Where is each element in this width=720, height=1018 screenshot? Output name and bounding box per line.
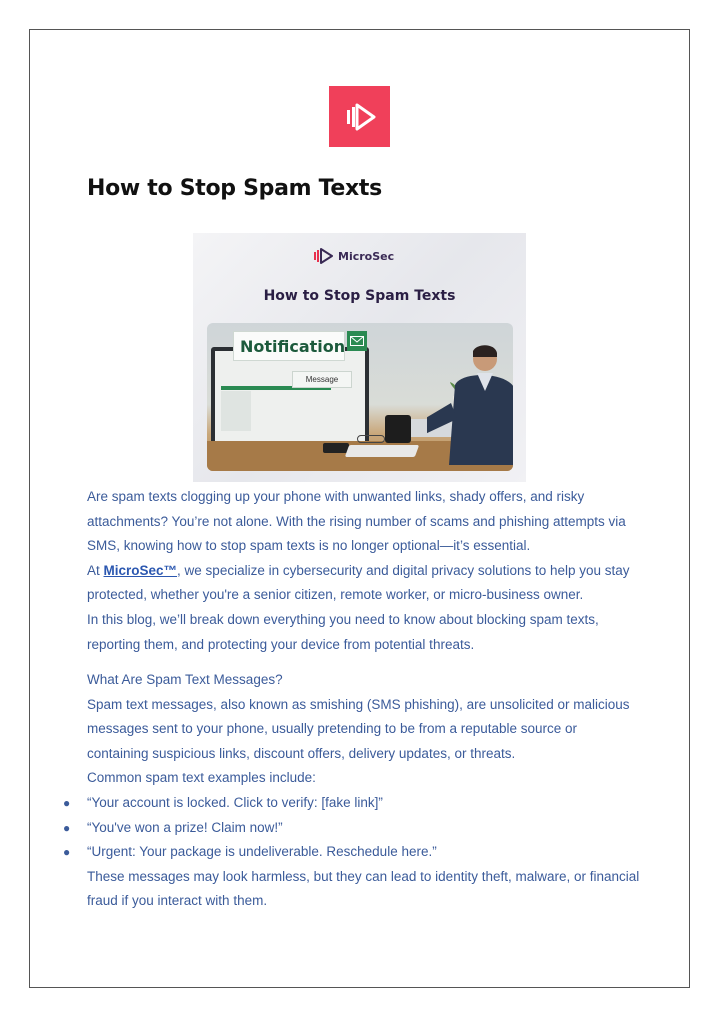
- play-logo-icon: [341, 98, 379, 136]
- intro-section: [87, 485, 642, 657]
- microsec-logo: [329, 86, 390, 147]
- intro-paragraph-1: Are spam texts clogging up your phone with unwanted links, shady offers, and risky attachments? You’re not alone. With the rising number of scams and phishing attempts via SMS, knowing how to stop spam texts is no longer optional—it’s essential.: [87, 489, 626, 554]
- list-item: [63, 840, 642, 865]
- spam-definition-section: [63, 668, 642, 914]
- intro-paragraph-3: In this blog, we’ll break down everything you need to know about blocking spam texts, reporting them, and protecting your device from potential threats.: [87, 611, 599, 652]
- bullet-icon: ●: [63, 795, 71, 810]
- examples-list: [63, 791, 642, 865]
- keyboard: [345, 445, 419, 457]
- monitor: [211, 347, 369, 455]
- notification-card: [233, 331, 345, 361]
- bullet-icon: ●: [63, 820, 71, 835]
- intro-paragraph-2: [87, 559, 642, 608]
- mug: [385, 415, 411, 443]
- list-item: [63, 816, 642, 841]
- screen-sidebar: [221, 391, 251, 431]
- list-item: [63, 791, 642, 816]
- hero-photo: [207, 323, 513, 471]
- hero-brand-name: MicroSec: [338, 249, 395, 263]
- hero-brand: [313, 248, 394, 264]
- bullet-icon: ●: [63, 845, 71, 860]
- hero-image: [193, 233, 526, 482]
- intro-paragraph-2-suffix: , we specialize in cybersecurity and digital privacy solutions to help you stay protected, whether you're a senior citizen, remote worker, or micro-business owner.: [87, 562, 630, 603]
- closing-paragraph: These messages may look harmless, but they can lead to identity theft, malware, or financial fraud if you interact with them.: [87, 868, 640, 909]
- phone: [323, 443, 349, 453]
- notification-label: Notification: [240, 336, 346, 356]
- message-card: Message: [292, 371, 352, 388]
- example-text: “Urgent: Your package is undeliverable. Reschedule here.”: [87, 844, 437, 860]
- page-title: How to Stop Spam Texts: [87, 176, 382, 201]
- example-text: “Your account is locked. Click to verify: [fake link]”: [87, 794, 383, 810]
- examples-intro: Common spam text examples include:: [87, 770, 316, 786]
- hero-title: How to Stop Spam Texts: [263, 288, 456, 304]
- person-illustration: [427, 345, 513, 465]
- section-heading: What Are Spam Text Messages?: [87, 672, 283, 687]
- brand-play-icon: [313, 248, 333, 264]
- example-text: “You've won a prize! Claim now!”: [87, 819, 283, 835]
- glasses: [357, 435, 385, 443]
- microsec-link[interactable]: MicroSec™: [103, 562, 178, 578]
- mail-icon: [347, 331, 367, 351]
- section-paragraph: Spam text messages, also known as smishing (SMS phishing), are unsolicited or malicious messages sent to your phone, usually pretending to be from a reputable source or containing suspicious links, discount offers, delivery updates, or threats.: [87, 696, 630, 761]
- intro-paragraph-2-prefix: At: [87, 562, 104, 578]
